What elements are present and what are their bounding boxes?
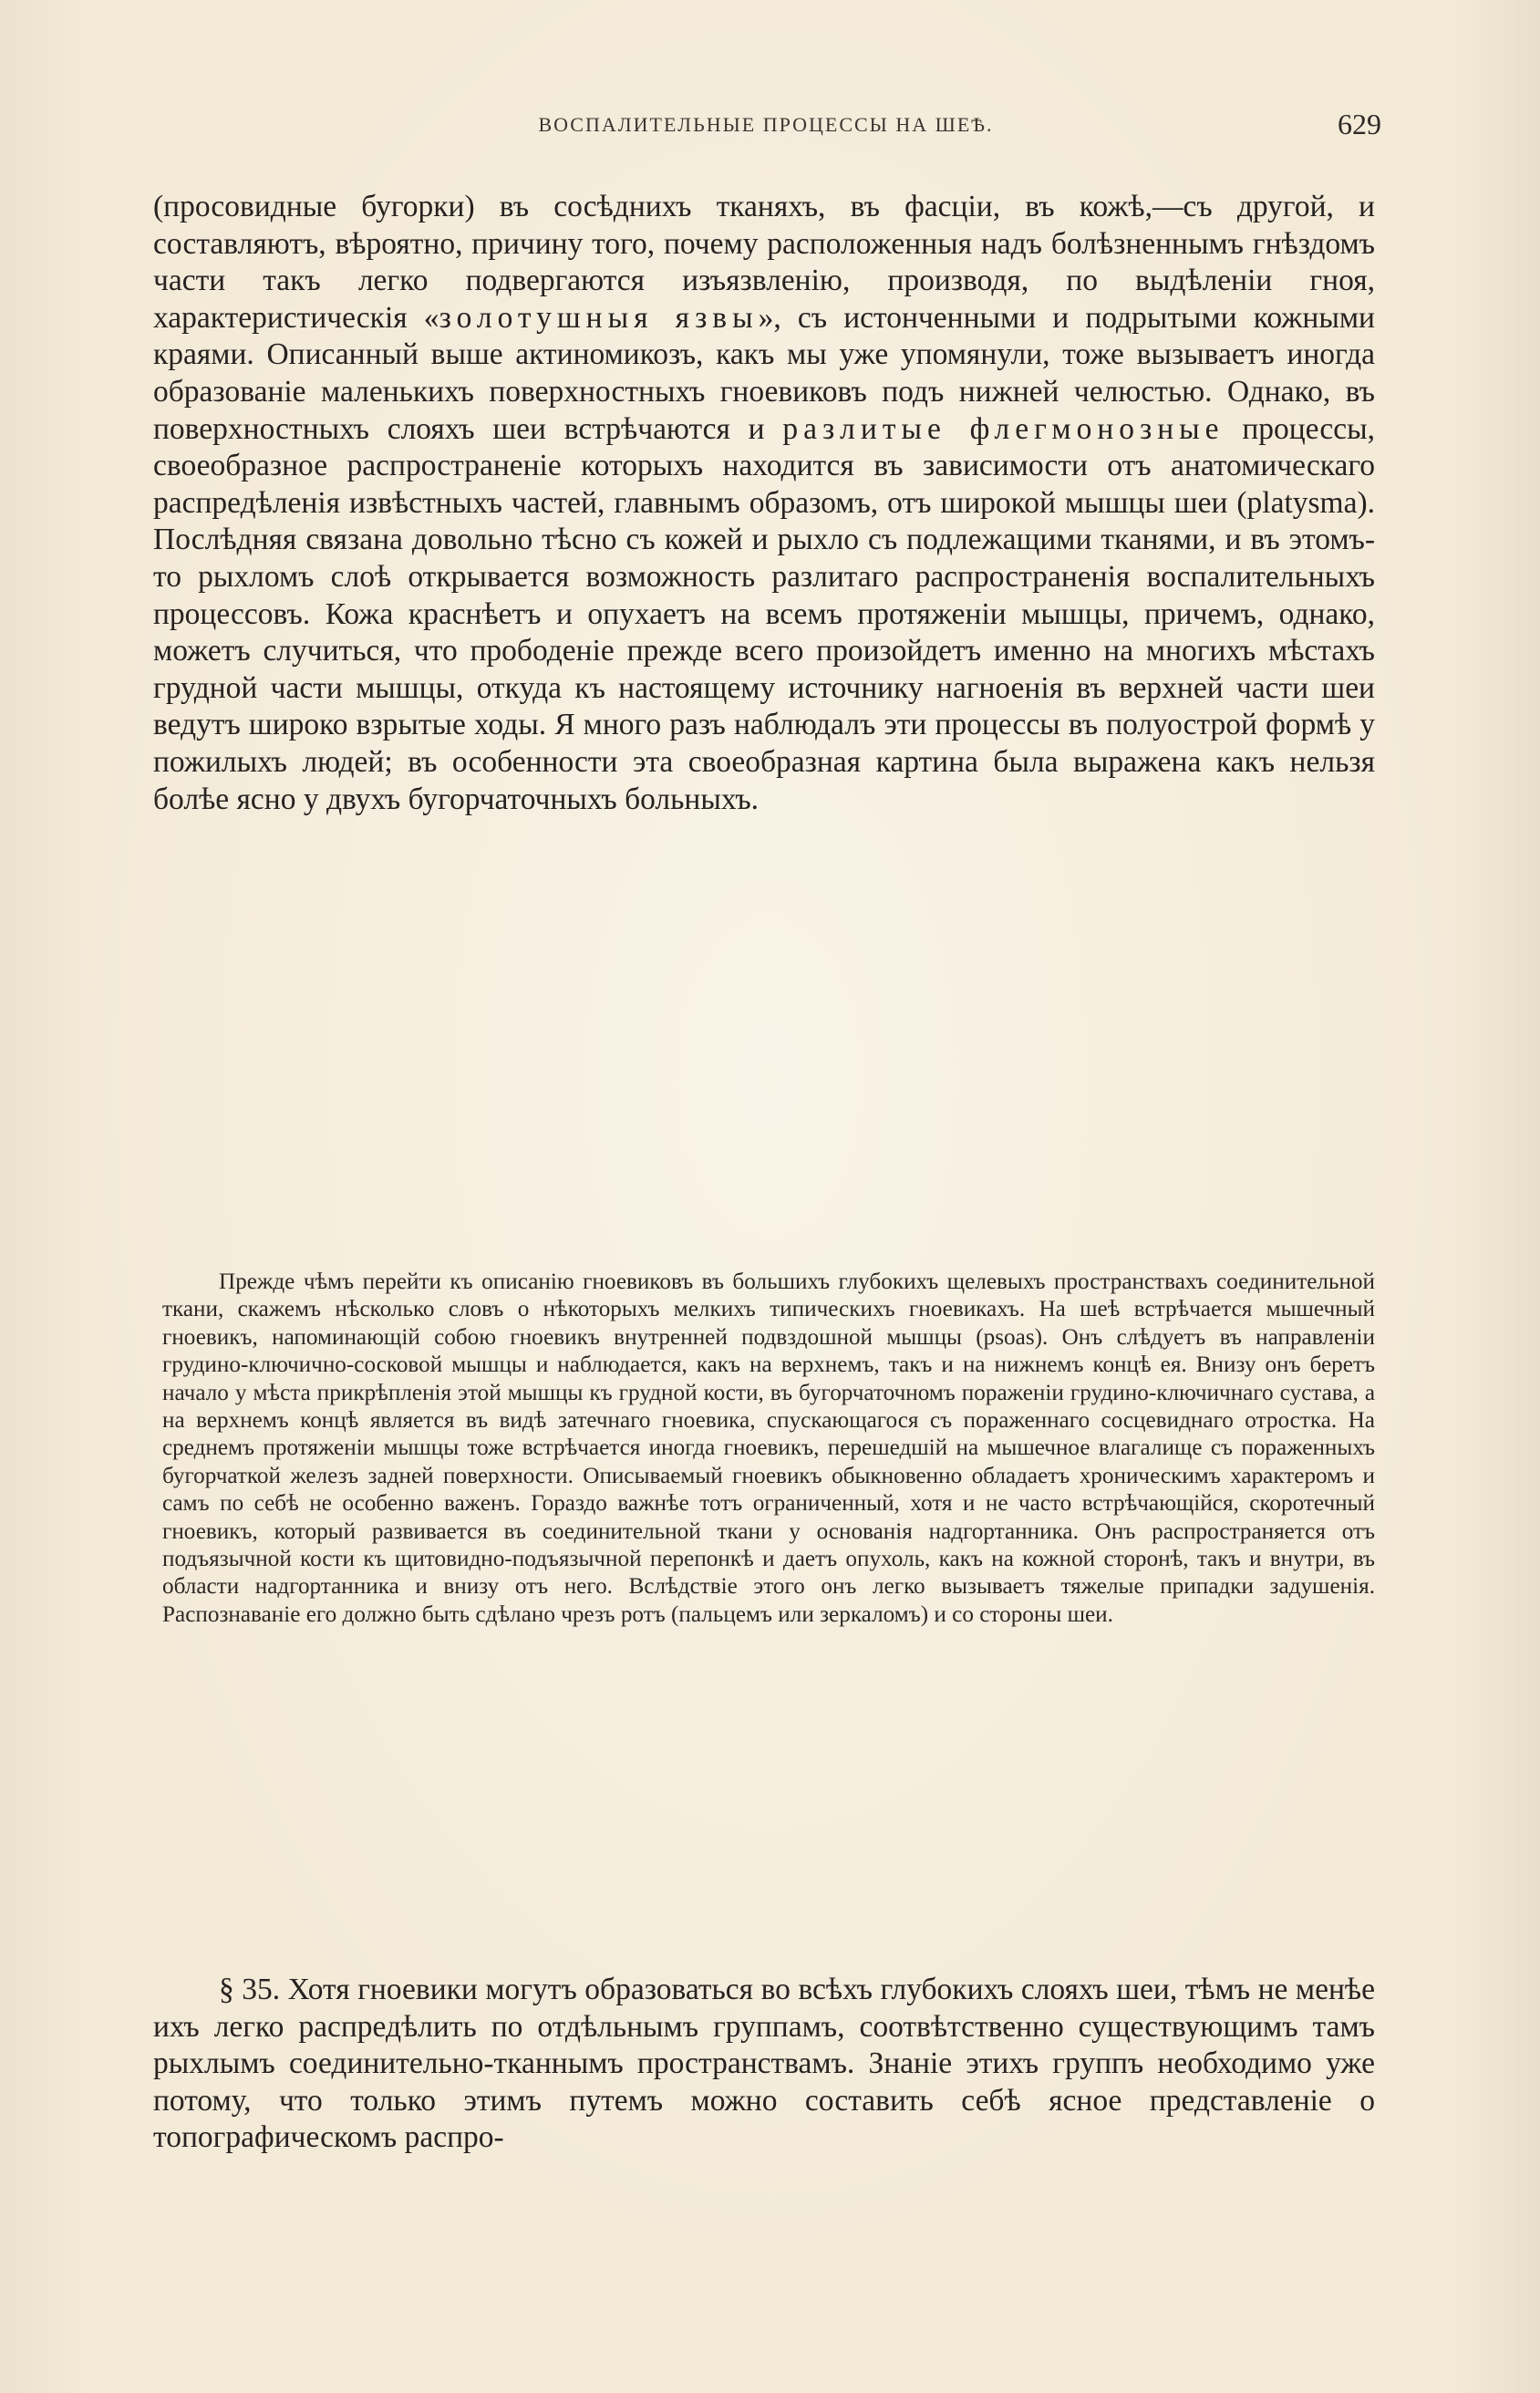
main-paragraph (153, 189, 1375, 818)
paragraph-text (153, 189, 1375, 818)
small-print-paragraph (162, 1269, 1375, 1629)
page-header (150, 108, 1381, 153)
emphasis-zolotushnye-yazvy: золотушныя язвы (439, 300, 759, 335)
small-print-text: Прежде чѣмъ перейти къ описанію гноевиковъ въ большихъ глубокихъ щелевыхъ пространствахъ соединительной ткани, скажемъ нѣсколько словъ о нѣкоторыхъ мелкихъ типическихъ гноевикахъ. На шеѣ встрѣчается мышечный гноевикъ, напоминающій собою гноевикъ внутренней подвздошной мышцы (psoas). Онъ слѣдуетъ въ направленіи грудино-ключично-сосковой мышцы и наблюдается, какъ на верхнемъ, такъ и на нижнемъ концѣ ея. Внизу онъ беретъ начало у мѣста прикрѣпленія этой мышцы къ грудной кости, въ бугорчаточномъ пораженіи грудино-ключичнаго сустава, а на верхнемъ концѣ является въ видѣ затечнаго гноевика, спускающагося съ пораженнаго сосцевиднаго отростка. На среднемъ протяженіи мышцы тоже встрѣчается иногда гноевикъ, перешедшій на мышечное влагалище съ пораженныхъ бугорчаткой железъ задней поверхности. Описываемый гноевикъ обыкновенно обладаетъ хроническимъ характеромъ и самъ по себѣ не особенно важенъ. Гораздо важнѣе тотъ ограниченный, хотя и не часто встрѣчающійся, скоротечный гноевикъ, который развивается въ соединительной ткани у основанія надгортанника. Онъ распространяется отъ подъязычной кости къ щитовидно-подъязычной перепонкѣ и даетъ опухоль, какъ на кожной сторонѣ, такъ и внутри, въ области надгортанника и внизу отъ него. Вслѣдствіе этого онъ легко вызываетъ тяжелые припадки задушенія. Распознаваніе его должно быть сдѣлано чрезъ ротъ (пальцемъ или зеркаломъ) и со стороны шеи. (162, 1269, 1375, 1627)
running-title: ВОСПАЛИТЕЛЬНЫЕ ПРОЦЕССЫ НА ШЕѢ. (538, 113, 994, 136)
emphasis-razlitye-flegmonoznye: разлитые флегмонозные (782, 411, 1225, 446)
page-number: 629 (1338, 108, 1381, 140)
section-35-text: § 35. Хотя гноевики могутъ образоваться во всѣхъ глубокихъ слояхъ шеи, тѣмъ не менѣе ихъ легко распредѣлить по отдѣльнымъ группамъ, соотвѣтственно существующимъ тамъ рыхлымъ соединительно-тканнымъ пространствамъ. Знаніе этихъ группъ необходимо уже потому, что только этимъ путемъ можно составить себѣ ясное представленіе о топографическомъ распро- (153, 1973, 1375, 2154)
paragraph-part-b: », съ истонченными и подрытыми кожными краями. Описанный выше актиномикозъ, какъ мы уже упомянули, тоже вызываетъ иногда образованіе маленькихъ поверхностныхъ гноевиковъ подъ нижней челюстью. Однако, въ поверхностныхъ слояхъ шеи встрѣчаются и (153, 300, 1375, 446)
paragraph-part-c: процессы, своеобразное распространеніе которыхъ находится въ зависимости отъ анатомическаго распредѣленія извѣстныхъ частей, главнымъ образомъ, отъ широкой мышцы шеи (platysma). Послѣдняя связана довольно тѣсно съ кожей и рыхло съ подлежащими тканями, и въ этомъ-то рыхломъ слоѣ открывается возможность разлитаго распространенія воспалительныхъ процессовъ. Кожа краснѣетъ и опухаетъ на всемъ протяженіи мышцы, причемъ, однако, можетъ случиться, что прободеніе прежде всего произойдетъ именно на многихъ мѣстахъ грудной части мышцы, откуда къ настоящему источнику нагноенія въ верхней части шеи ведутъ широко взрытые ходы. Я много разъ наблюдалъ эти процессы въ полуострой формѣ у пожилыхъ людей; въ особенности эта своеобразная картина была выражена какъ нельзя болѣе ясно у двухъ бугорчаточныхъ больныхъ. (153, 411, 1376, 816)
section-35-paragraph (153, 1972, 1375, 2157)
paragraph-part-a: (просовидные бугорки) въ сосѣднихъ тканяхъ, въ фасціи, въ кожѣ,—съ другой, и составляютъ, вѣроятно, причину того, почему расположенныя надъ болѣзненнымъ гнѣздомъ части такъ легко подвергаются изъязвленію, производя, по выдѣленіи гноя, характеристическія « (153, 190, 1375, 335)
